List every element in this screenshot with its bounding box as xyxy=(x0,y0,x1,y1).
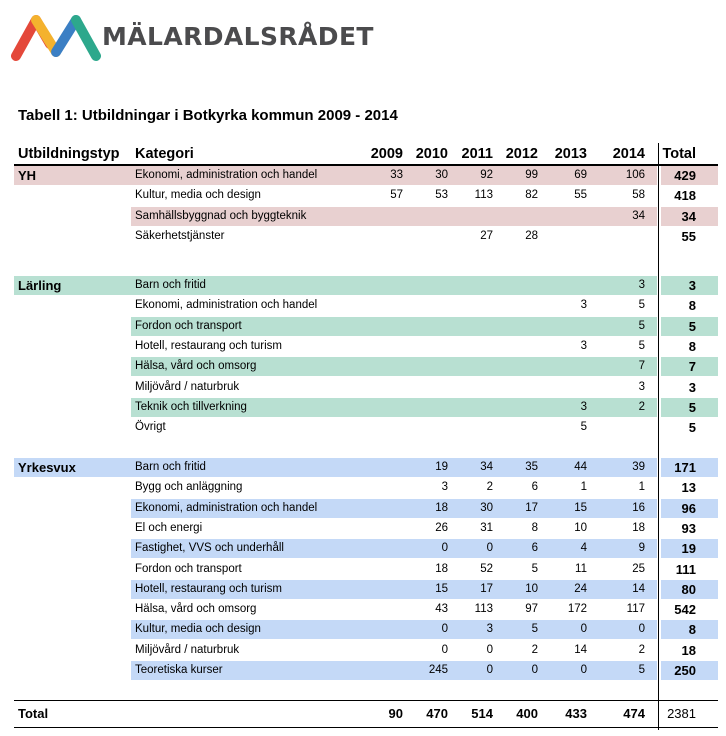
value-cell: 1 xyxy=(638,481,645,494)
category-cell: Fordon och transport xyxy=(135,562,242,575)
total-divider-top xyxy=(14,700,718,701)
category-cell: Bygg och anläggning xyxy=(135,481,243,494)
value-cell: 2 xyxy=(486,481,493,494)
table-caption: Tabell 1: Utbildningar i Botkyrka kommun 2009 - 2014 xyxy=(18,107,398,124)
value-cell: 6 xyxy=(531,481,538,494)
value-cell: 52 xyxy=(480,562,493,575)
value-cell: 58 xyxy=(632,189,645,202)
value-cell: 0 xyxy=(486,643,493,656)
category-cell: Barn och fritid xyxy=(135,279,206,291)
row-total-cell: 19 xyxy=(681,541,696,557)
grand-total-cell: 2381 xyxy=(667,706,696,721)
total-value-cell: 90 xyxy=(388,706,403,721)
category-cell: Ekonomi, administration och handel xyxy=(135,299,318,312)
category-cell: Ekonomi, administration och handel xyxy=(135,501,318,514)
value-cell: 5 xyxy=(638,299,645,312)
value-cell: 25 xyxy=(632,562,645,575)
value-cell: 3 xyxy=(638,279,645,291)
total-row-label: Total xyxy=(18,706,49,721)
value-cell: 16 xyxy=(632,501,645,514)
group-label: Lärling xyxy=(18,278,62,293)
row-total-cell: 3 xyxy=(688,379,696,395)
group-label: Yrkesvux xyxy=(18,460,76,475)
row-total-cell: 542 xyxy=(674,602,696,618)
value-cell: 33 xyxy=(390,169,403,181)
row-total-cell: 250 xyxy=(674,663,696,678)
value-cell: 18 xyxy=(435,501,448,514)
value-cell: 2 xyxy=(531,643,538,656)
value-cell: 9 xyxy=(638,542,645,555)
value-cell: 5 xyxy=(638,664,645,676)
category-cell: Fastighet, VVS och underhåll xyxy=(135,542,284,555)
category-cell: Samhällsbyggnad och byggteknik xyxy=(135,209,307,222)
row-total-cell: 8 xyxy=(688,338,696,354)
category-cell: Övrigt xyxy=(135,421,166,434)
value-cell: 34 xyxy=(632,209,645,222)
value-cell: 15 xyxy=(574,501,587,514)
value-cell: 8 xyxy=(531,521,538,534)
value-cell: 17 xyxy=(525,501,538,514)
row-total-cell: 5 xyxy=(688,420,696,436)
value-cell: 10 xyxy=(525,582,538,595)
row-total-cell: 418 xyxy=(674,188,696,204)
value-cell: 0 xyxy=(638,623,645,636)
header-2010: 2010 xyxy=(415,146,448,162)
header-2011: 2011 xyxy=(461,146,493,162)
value-cell: 2 xyxy=(638,400,645,413)
total-value-cell: 514 xyxy=(471,706,493,721)
row-total-cell: 18 xyxy=(681,642,696,658)
category-cell: Teknik och tillverkning xyxy=(135,400,247,413)
category-cell: Miljövård / naturbruk xyxy=(135,380,240,393)
value-cell: 5 xyxy=(580,421,587,434)
header-kategori: Kategori xyxy=(135,146,194,162)
value-cell: 69 xyxy=(574,169,587,181)
value-cell: 31 xyxy=(480,521,493,534)
value-cell: 7 xyxy=(638,360,645,373)
value-cell: 0 xyxy=(486,542,493,555)
group-band xyxy=(14,276,657,295)
category-cell: Kultur, media och design xyxy=(135,623,261,636)
value-cell: 113 xyxy=(474,189,493,202)
category-cell: Teoretiska kurser xyxy=(135,664,223,676)
value-cell: 106 xyxy=(625,169,645,181)
category-cell: Hotell, restaurang och turism xyxy=(135,339,283,352)
value-cell: 3 xyxy=(580,400,587,413)
category-cell: Kultur, media och design xyxy=(135,189,261,202)
row-total-cell: 93 xyxy=(681,520,696,536)
header-2012: 2012 xyxy=(505,146,538,162)
row-total-cell: 80 xyxy=(681,581,696,597)
row-total-cell: 171 xyxy=(674,460,696,475)
category-cell: Miljövård / naturbruk xyxy=(135,643,240,656)
value-cell: 5 xyxy=(638,339,645,352)
value-cell: 0 xyxy=(441,542,448,555)
category-cell: Fordon och transport xyxy=(135,319,242,332)
row-total-cell: 13 xyxy=(681,480,696,496)
category-cell: Barn och fritid xyxy=(135,461,206,473)
value-cell: 2 xyxy=(638,643,645,656)
header-2014: 2014 xyxy=(612,146,645,162)
row-total-cell: 5 xyxy=(688,399,696,415)
value-cell: 44 xyxy=(574,461,587,473)
value-cell: 4 xyxy=(580,542,587,555)
row-total-cell: 8 xyxy=(688,298,696,314)
value-cell: 0 xyxy=(441,643,448,656)
value-cell: 27 xyxy=(480,229,493,242)
value-cell: 11 xyxy=(575,562,587,575)
category-cell: Hotell, restaurang och turism xyxy=(135,582,283,595)
brand-name: MÄLARDALSRÅDET xyxy=(102,22,374,51)
value-cell: 15 xyxy=(435,582,448,595)
value-cell: 19 xyxy=(435,461,448,473)
row-total-cell: 429 xyxy=(674,168,696,183)
value-cell: 245 xyxy=(428,664,448,676)
value-cell: 1 xyxy=(580,481,587,494)
row-total-cell: 8 xyxy=(688,622,696,638)
value-cell: 3 xyxy=(580,339,587,352)
category-cell: El och energi xyxy=(135,521,203,534)
value-cell: 0 xyxy=(441,623,448,636)
value-cell: 0 xyxy=(580,623,587,636)
total-column-divider xyxy=(658,143,659,730)
row-total-cell: 3 xyxy=(688,278,696,293)
total-value-cell: 474 xyxy=(623,706,645,721)
value-cell: 43 xyxy=(435,603,448,616)
category-cell: Ekonomi, administration och handel xyxy=(135,169,318,181)
total-value-cell: 433 xyxy=(565,706,587,721)
value-cell: 5 xyxy=(531,623,538,636)
row-total-cell: 5 xyxy=(688,318,696,334)
category-cell: Hälsa, vård och omsorg xyxy=(135,603,257,616)
value-cell: 0 xyxy=(580,664,587,676)
total-value-cell: 400 xyxy=(516,706,538,721)
value-cell: 3 xyxy=(580,299,587,312)
value-cell: 24 xyxy=(574,582,587,595)
value-cell: 5 xyxy=(531,562,538,575)
value-cell: 172 xyxy=(567,603,587,616)
header-2009: 2009 xyxy=(370,146,403,162)
value-cell: 18 xyxy=(632,521,645,534)
value-cell: 3 xyxy=(638,380,645,393)
value-cell: 117 xyxy=(626,603,645,616)
category-cell: Hälsa, vård och omsorg xyxy=(135,360,257,373)
value-cell: 92 xyxy=(480,169,493,181)
value-cell: 28 xyxy=(525,229,538,242)
group-label: YH xyxy=(18,168,37,183)
value-cell: 99 xyxy=(525,169,538,181)
value-cell: 35 xyxy=(525,461,538,473)
header-total: Total xyxy=(662,146,696,162)
value-cell: 5 xyxy=(638,319,645,332)
value-cell: 26 xyxy=(435,521,448,534)
total-value-cell: 470 xyxy=(426,706,448,721)
value-cell: 0 xyxy=(486,664,493,676)
value-cell: 3 xyxy=(441,481,448,494)
value-cell: 18 xyxy=(435,562,448,575)
value-cell: 97 xyxy=(525,603,538,616)
value-cell: 30 xyxy=(435,169,448,181)
row-total-cell: 34 xyxy=(681,208,696,224)
malardalsradet-logo-icon xyxy=(10,12,102,62)
value-cell: 39 xyxy=(632,461,645,473)
category-cell: Säkerhetstjänster xyxy=(135,229,225,242)
row-total-cell: 7 xyxy=(688,359,696,375)
value-cell: 113 xyxy=(474,603,493,616)
value-cell: 55 xyxy=(574,189,587,202)
value-cell: 10 xyxy=(574,521,587,534)
row-total-cell: 111 xyxy=(675,561,696,577)
row-total-cell: 96 xyxy=(681,500,696,516)
value-cell: 6 xyxy=(531,542,538,555)
total-divider-bottom xyxy=(14,727,718,728)
value-cell: 57 xyxy=(390,189,403,202)
value-cell: 30 xyxy=(480,501,493,514)
value-cell: 34 xyxy=(480,461,493,473)
value-cell: 82 xyxy=(525,189,538,202)
value-cell: 14 xyxy=(574,643,587,656)
header-utbildningstyp: Utbildningstyp xyxy=(18,146,120,162)
value-cell: 17 xyxy=(480,582,493,595)
row-total-cell: 55 xyxy=(681,228,696,244)
value-cell: 14 xyxy=(632,582,645,595)
value-cell: 3 xyxy=(486,623,493,636)
header-2013: 2013 xyxy=(554,146,587,162)
value-cell: 53 xyxy=(435,189,448,202)
value-cell: 0 xyxy=(531,664,538,676)
